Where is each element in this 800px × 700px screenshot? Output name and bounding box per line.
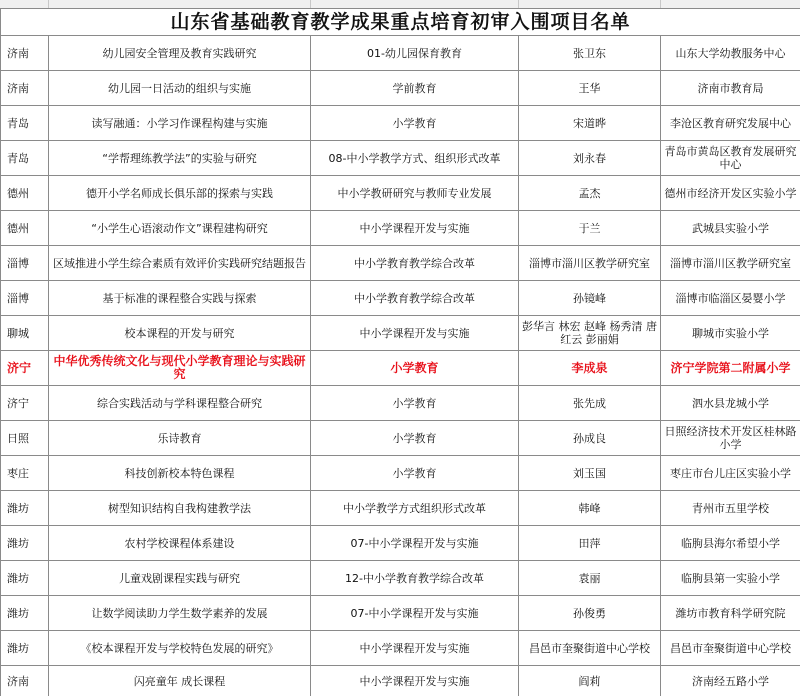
category-cell[interactable]: 07-中小学课程开发与实施 bbox=[311, 596, 519, 631]
project-cell[interactable]: 闪亮童年 成长课程 bbox=[49, 666, 311, 697]
column-header-b[interactable] bbox=[48, 0, 311, 8]
city-cell[interactable]: 济宁 bbox=[1, 351, 49, 386]
table-row bbox=[1, 106, 800, 141]
unit-cell[interactable]: 济南经五路小学 bbox=[661, 666, 800, 697]
unit-cell[interactable]: 淄博市临淄区晏婴小学 bbox=[661, 281, 800, 316]
project-cell[interactable]: “学帮理练教学法”的实验与研究 bbox=[49, 141, 311, 176]
category-cell[interactable]: 中小学教学方式组织形式改革 bbox=[311, 491, 519, 526]
city-cell[interactable]: 德州 bbox=[1, 211, 49, 246]
person-cell[interactable]: 孙镜峰 bbox=[519, 281, 661, 316]
table-row bbox=[1, 71, 800, 106]
city-cell[interactable]: 枣庄 bbox=[1, 456, 49, 491]
city-cell[interactable]: 潍坊 bbox=[1, 631, 49, 666]
person-cell[interactable]: 韩峰 bbox=[519, 491, 661, 526]
table-row bbox=[1, 386, 800, 421]
table-row bbox=[1, 36, 800, 71]
category-cell[interactable]: 小学教育 bbox=[311, 386, 519, 421]
project-cell[interactable]: 幼儿园安全管理及教育实践研究 bbox=[49, 36, 311, 71]
person-cell[interactable]: 孙俊勇 bbox=[519, 596, 661, 631]
project-list-table bbox=[0, 8, 800, 696]
category-cell[interactable]: 中小学教育教学综合改革 bbox=[311, 281, 519, 316]
column-header-c[interactable] bbox=[310, 0, 519, 8]
unit-cell[interactable]: 昌邑市奎聚街道中心学校 bbox=[661, 631, 800, 666]
person-cell[interactable]: 淄博市淄川区教学研究室 bbox=[519, 246, 661, 281]
category-cell[interactable]: 中小学课程开发与实施 bbox=[311, 631, 519, 666]
category-cell[interactable]: 07-中小学课程开发与实施 bbox=[311, 526, 519, 561]
unit-cell[interactable]: 德州市经济开发区实验小学 bbox=[661, 176, 800, 211]
category-cell[interactable]: 中小学课程开发与实施 bbox=[311, 316, 519, 351]
person-cell[interactable]: 张卫东 bbox=[519, 36, 661, 71]
unit-cell[interactable]: 武城县实验小学 bbox=[661, 211, 800, 246]
city-cell[interactable]: 青岛 bbox=[1, 106, 49, 141]
city-cell[interactable]: 济南 bbox=[1, 71, 49, 106]
table-row bbox=[1, 316, 800, 351]
person-cell[interactable]: 王华 bbox=[519, 71, 661, 106]
unit-cell[interactable]: 济南市教育局 bbox=[661, 71, 800, 106]
unit-cell[interactable]: 临朐县海尔希望小学 bbox=[661, 526, 800, 561]
city-cell[interactable]: 聊城 bbox=[1, 316, 49, 351]
unit-cell[interactable]: 泗水县龙城小学 bbox=[661, 386, 800, 421]
table-row bbox=[1, 421, 800, 456]
city-cell[interactable]: 济南 bbox=[1, 666, 49, 697]
table-row bbox=[1, 526, 800, 561]
person-cell[interactable]: 刘玉国 bbox=[519, 456, 661, 491]
table-row bbox=[1, 176, 800, 211]
project-cell[interactable]: 中华优秀传统文化与现代小学教育理论与实践研究 bbox=[49, 351, 311, 386]
city-cell[interactable]: 济宁 bbox=[1, 386, 49, 421]
project-cell[interactable]: 综合实践活动与学科课程整合研究 bbox=[49, 386, 311, 421]
unit-cell[interactable]: 潍坊市教育科学研究院 bbox=[661, 596, 800, 631]
person-cell[interactable]: 彭华言 林宏 赵峰 杨秀清 唐红云 彭丽娟 bbox=[519, 316, 661, 351]
unit-cell[interactable]: 济宁学院第二附属小学 bbox=[661, 351, 800, 386]
unit-cell[interactable]: 淄博市淄川区教学研究室 bbox=[661, 246, 800, 281]
category-cell[interactable]: 中小学课程开发与实施 bbox=[311, 211, 519, 246]
city-cell[interactable]: 济南 bbox=[1, 36, 49, 71]
column-header-a[interactable] bbox=[0, 0, 49, 8]
project-cell[interactable]: 校本课程的开发与研究 bbox=[49, 316, 311, 351]
person-cell[interactable]: 刘永春 bbox=[519, 141, 661, 176]
category-cell[interactable]: 08-中小学教学方式、组织形式改革 bbox=[311, 141, 519, 176]
person-cell[interactable]: 田萍 bbox=[519, 526, 661, 561]
table-row bbox=[1, 491, 800, 526]
unit-cell[interactable]: 李沧区教育研究发展中心 bbox=[661, 106, 800, 141]
table-row bbox=[1, 281, 800, 316]
person-cell[interactable]: 阎莉 bbox=[519, 666, 661, 697]
table-row bbox=[1, 596, 800, 631]
city-cell[interactable]: 淄博 bbox=[1, 246, 49, 281]
project-cell[interactable]: 儿童戏剧课程实践与研究 bbox=[49, 561, 311, 596]
project-cell[interactable]: 基于标准的课程整合实践与探索 bbox=[49, 281, 311, 316]
table-row bbox=[1, 351, 800, 386]
project-cell[interactable]: 德开小学名师成长俱乐部的探索与实践 bbox=[49, 176, 311, 211]
category-cell[interactable]: 12-中小学教育教学综合改革 bbox=[311, 561, 519, 596]
project-cell[interactable]: 农村学校课程体系建设 bbox=[49, 526, 311, 561]
person-cell[interactable]: 孙成良 bbox=[519, 421, 661, 456]
person-cell[interactable]: 李成泉 bbox=[519, 351, 661, 386]
person-cell[interactable]: 孟杰 bbox=[519, 176, 661, 211]
title-row bbox=[1, 9, 800, 36]
person-cell[interactable]: 于兰 bbox=[519, 211, 661, 246]
category-cell[interactable]: 小学教育 bbox=[311, 456, 519, 491]
category-cell[interactable]: 小学教育 bbox=[311, 106, 519, 141]
person-cell[interactable]: 袁丽 bbox=[519, 561, 661, 596]
table-row bbox=[1, 631, 800, 666]
project-cell[interactable]: 《校本课程开发与学校特色发展的研究》 bbox=[49, 631, 311, 666]
unit-cell[interactable]: 聊城市实验小学 bbox=[661, 316, 800, 351]
table-row bbox=[1, 456, 800, 491]
project-cell[interactable]: 区域推进小学生综合素质有效评价实践研究结题报告 bbox=[49, 246, 311, 281]
column-header-d[interactable] bbox=[518, 0, 661, 8]
project-cell[interactable]: 让数学阅读助力学生数学素养的发展 bbox=[49, 596, 311, 631]
category-cell[interactable]: 01-幼儿园保育教育 bbox=[311, 36, 519, 71]
unit-cell[interactable]: 山东大学幼教服务中心 bbox=[661, 36, 800, 71]
unit-cell[interactable]: 青岛市黄岛区教育发展研究中心 bbox=[661, 141, 800, 176]
project-cell[interactable]: 幼儿园一日活动的组织与实施 bbox=[49, 71, 311, 106]
person-cell[interactable]: 张先成 bbox=[519, 386, 661, 421]
project-cell[interactable]: “小学生心语滚动作文”课程建构研究 bbox=[49, 211, 311, 246]
category-cell[interactable]: 中小学教研研究与教师专业发展 bbox=[311, 176, 519, 211]
category-cell[interactable]: 学前教育 bbox=[311, 71, 519, 106]
table-row bbox=[1, 211, 800, 246]
city-cell[interactable]: 潍坊 bbox=[1, 596, 49, 631]
table-row bbox=[1, 246, 800, 281]
unit-cell[interactable]: 日照经济技术开发区桂林路小学 bbox=[661, 421, 800, 456]
category-cell[interactable]: 中小学教育教学综合改革 bbox=[311, 246, 519, 281]
city-cell[interactable]: 潍坊 bbox=[1, 491, 49, 526]
city-cell[interactable]: 德州 bbox=[1, 176, 49, 211]
column-header-e[interactable] bbox=[660, 0, 800, 8]
unit-cell[interactable]: 青州市五里学校 bbox=[661, 491, 800, 526]
table-title[interactable]: 山东省基础教育教学成果重点培育初审入围项目名单 bbox=[1, 9, 800, 36]
category-cell[interactable]: 小学教育 bbox=[311, 351, 519, 386]
unit-cell[interactable]: 临朐县第一实验小学 bbox=[661, 561, 800, 596]
city-cell[interactable]: 潍坊 bbox=[1, 561, 49, 596]
project-cell[interactable]: 树型知识结构自我构建教学法 bbox=[49, 491, 311, 526]
person-cell[interactable]: 宋道晔 bbox=[519, 106, 661, 141]
project-cell[interactable]: 读写融通：小学习作课程构建与实施 bbox=[49, 106, 311, 141]
city-cell[interactable]: 青岛 bbox=[1, 141, 49, 176]
table-row bbox=[1, 561, 800, 596]
table-row bbox=[1, 666, 800, 697]
person-cell[interactable]: 昌邑市奎聚街道中心学校 bbox=[519, 631, 661, 666]
city-cell[interactable]: 淄博 bbox=[1, 281, 49, 316]
category-cell[interactable]: 小学教育 bbox=[311, 421, 519, 456]
table-row bbox=[1, 141, 800, 176]
city-cell[interactable]: 日照 bbox=[1, 421, 49, 456]
city-cell[interactable]: 潍坊 bbox=[1, 526, 49, 561]
unit-cell[interactable]: 枣庄市台儿庄区实验小学 bbox=[661, 456, 800, 491]
project-cell[interactable]: 乐诗教育 bbox=[49, 421, 311, 456]
project-cell[interactable]: 科技创新校本特色课程 bbox=[49, 456, 311, 491]
category-cell[interactable]: 中小学课程开发与实施 bbox=[311, 666, 519, 697]
